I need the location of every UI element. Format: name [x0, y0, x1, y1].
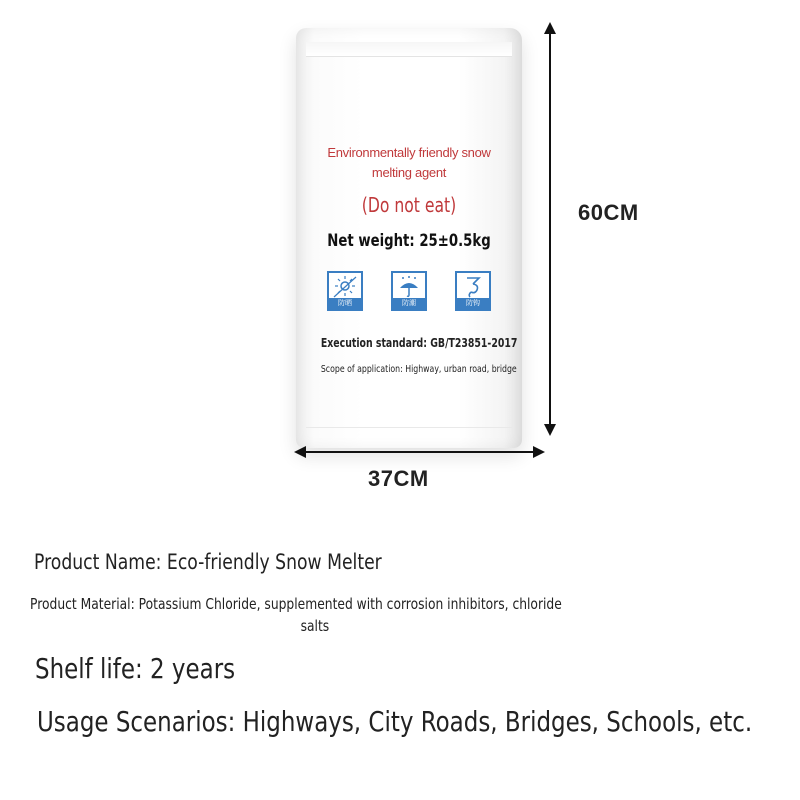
height-arrow-up-icon	[544, 22, 556, 34]
product-material-line2: salts	[300, 617, 330, 635]
bag-top-seam	[306, 42, 512, 57]
width-dimension-line	[298, 451, 540, 453]
product-name-text: Product Name: Eco-friendly Snow Melter	[34, 550, 382, 574]
bag-product-name-line2: melting agent	[371, 165, 447, 180]
product-material-line1: Product Material: Potassium Chloride, supplemented with corrosion inhibitors, chloride	[30, 595, 562, 613]
product-bag-image	[290, 20, 540, 450]
usage-scenarios-text: Usage Scenarios: Highways, City Roads, Bridges, Schools, etc.	[37, 705, 753, 738]
product-material-text	[30, 593, 604, 637]
width-arrow-right-icon	[533, 446, 545, 458]
sun-protect-icon	[327, 271, 363, 311]
width-dimension-label: 37CM	[368, 466, 429, 491]
bag-care-icons	[296, 271, 522, 311]
width-arrow-left-icon	[294, 446, 306, 458]
height-arrow-down-icon	[544, 424, 556, 436]
bag-body	[296, 28, 522, 448]
bag-warning: (Do not eat)	[361, 193, 457, 217]
umbrella-rain-caption: 防潮	[393, 298, 425, 309]
bag-product-name	[296, 143, 522, 183]
sun-protect-caption: 防晒	[329, 298, 361, 309]
bag-product-name-line1: Environmentally friendly snow	[327, 145, 491, 160]
hook-caption: 防钩	[457, 298, 489, 309]
shelf-life-text: Shelf life: 2 years	[35, 652, 236, 685]
height-dimension-line	[549, 26, 551, 432]
bag-net-weight: Net weight: 25±0.5kg	[327, 231, 491, 251]
bag-bottom-seam	[306, 427, 512, 438]
bag-scope: Scope of application: Highway, urban road, bridge	[320, 364, 517, 375]
hook-icon	[455, 271, 491, 311]
bag-execution-standard: Execution standard: GB/T23851-2017	[320, 336, 518, 350]
height-dimension-label: 60CM	[578, 200, 639, 225]
umbrella-rain-icon	[391, 271, 427, 311]
